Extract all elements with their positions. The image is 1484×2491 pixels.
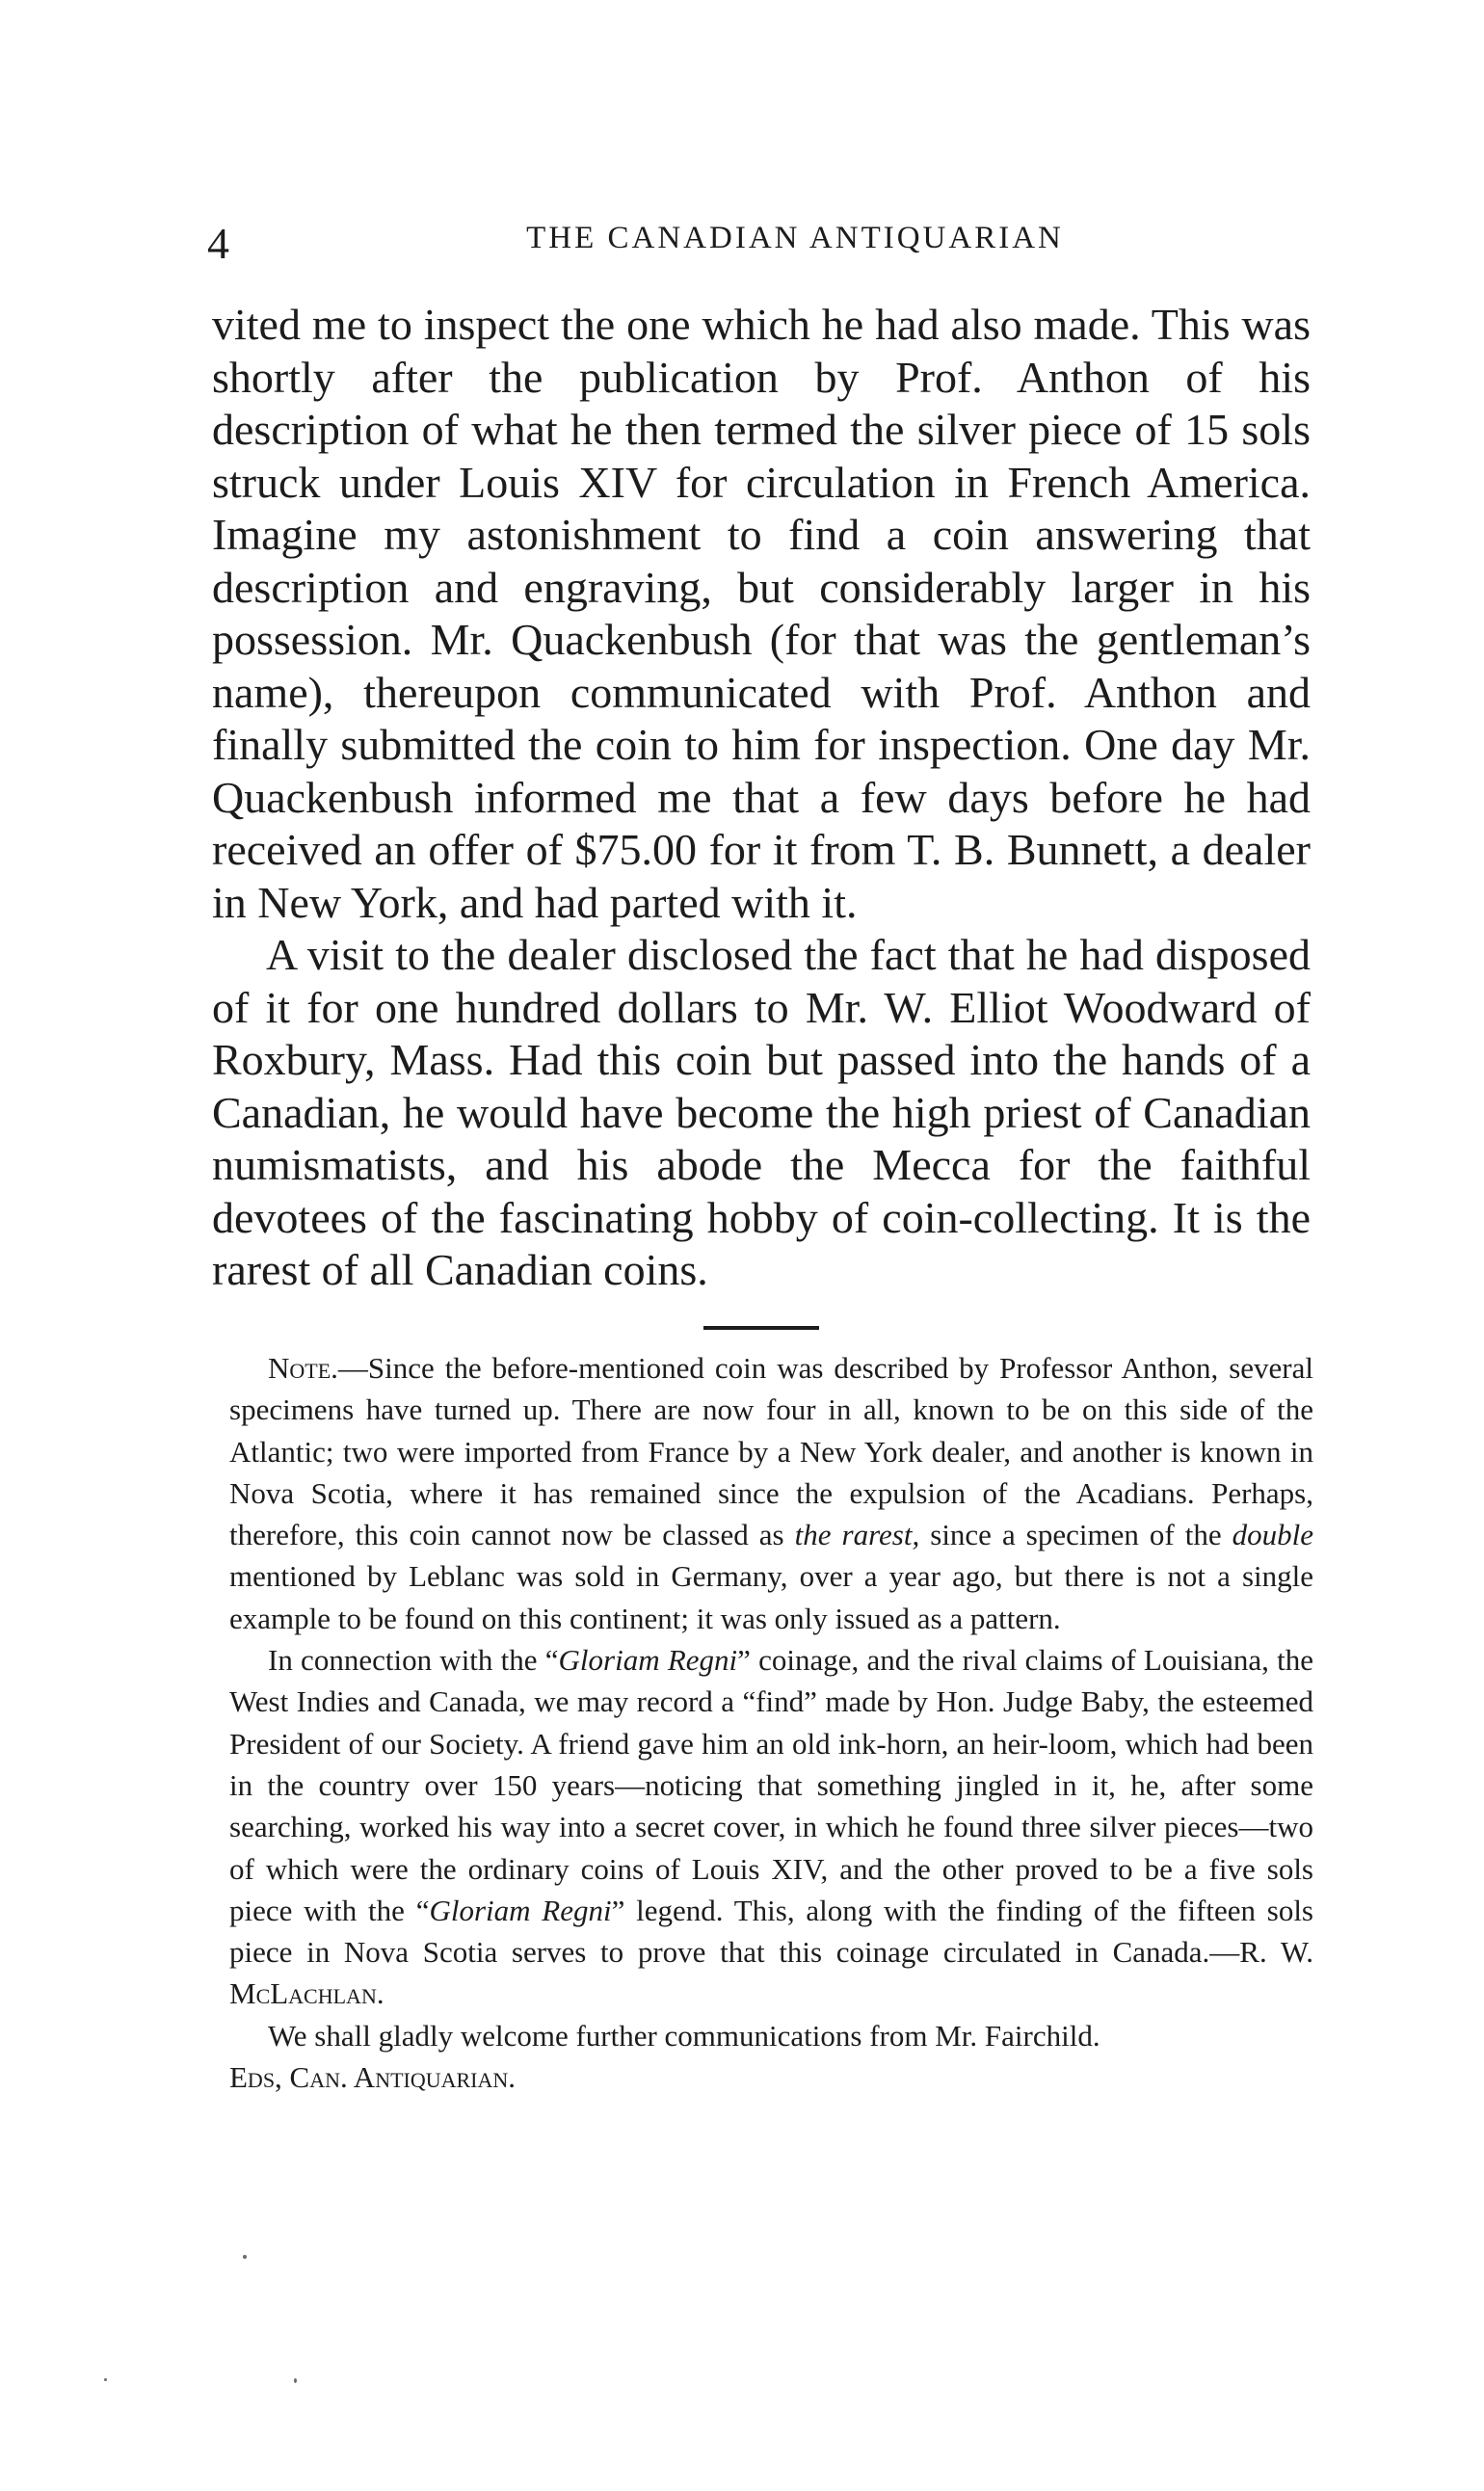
note-paragraph-2: [229, 1639, 1313, 2015]
note-p2-text-2: ” coinage, and the rival claims of Louisiana, the West Indies and Canada, we may record a “find” made by Hon. Judge Baby, the esteemed President of our Society. A friend gave him an old ink-horn, an heir-loom, which had been in the country over 150 years—noticing that something jingled in it, he, after some searching, worked his way into a secret cover, in which he found three silver pieces—two of which were the ordinary coins of Louis XIV, and the other proved to be a five sols piece with the “: [229, 1643, 1314, 1927]
running-title: THE CANADIAN ANTIQUARIAN: [526, 221, 1064, 255]
note-p2-text-1: In connection with the “: [268, 1643, 559, 1678]
note-p2-emphasis-2: Gloriam Regni: [429, 1893, 612, 1927]
note-p2-emphasis-1: Gloriam Regni: [558, 1643, 738, 1678]
stray-mark: [243, 2255, 247, 2259]
note-p1-text-1: —Since the before-mentioned coin was described by Professor Anthon, several specimens have turned up. There are now four in all, known to be on this side of the Atlantic; two were imported from France by a New York dealer, and another is known in Nova Scotia, where it has remained since the expulsion of the Acadians. Perhaps, therefore, this coin cannot now be classed as: [229, 1351, 1313, 1552]
note-p1-text-2: since a specimen of the: [919, 1518, 1232, 1552]
note-paragraph-3: We shall gladly welcome further communications from Mr. Fairchild.: [268, 2018, 1100, 2053]
editors-signature: Eds, Can. Antiquarian.: [229, 2060, 517, 2095]
stray-mark: [104, 2378, 107, 2381]
note-p1-emphasis-2: double: [1232, 1518, 1313, 1552]
page-number: 4: [207, 219, 229, 268]
section-divider: [703, 1326, 819, 1330]
stray-mark: [294, 2378, 297, 2383]
body-paragraph-2: A visit to the dealer disclosed the fact that he had disposed of it for one hundred dollars to Mr. W. Elliot Woodward of Roxbury, Mass. Had this coin but passed into the hands of a Canadian, he would have become the high priest of Canadian numismatists, and his abode the Mecca for the faithful devotees of the fascinating hobby of coin-collecting. It is the rarest of all Canadian coins.: [212, 930, 1311, 1294]
note-signature: R. W. McLachlan.: [229, 1935, 1314, 2011]
note-p2-text-3: ” legend. This, along with the finding of the fifteen sols piece in Nova Scotia serves to prove that this coinage circulated in Canada.—: [229, 1893, 1313, 1970]
footnote: [229, 1347, 1313, 2098]
note-paragraph-1: [229, 1347, 1313, 1639]
note-p1-text-3: mentioned by Leblanc was sold in Germany, over a year ago, but there is not a single example to be found on this continent; it was only issued as a pattern.: [229, 1559, 1313, 1635]
note-p1-emphasis-1: the rarest,: [794, 1518, 920, 1552]
body-text: [212, 299, 1311, 1297]
page-header: [207, 198, 1315, 284]
note-lead: Note.: [268, 1351, 338, 1385]
body-paragraph-1: vited me to inspect the one which he had also made. This was shortly after the publication by Prof. Anthon of his description of what he then termed the silver piece of 15 sols struck under Louis XIV for circulation in French America. Imagine my astonishment to find a coin answering that description and engraving, but considerably larger in his possession. Mr. Quackenbush (for that was the gentleman’s name), thereupon communicated with Prof. Anthon and finally submitted the coin to him for inspection. One day Mr. Quackenbush informed me that a few days before he had received an offer of $75.00 for it from T. B. Bunnett, a dealer in New York, and had parted with it.: [212, 300, 1311, 927]
